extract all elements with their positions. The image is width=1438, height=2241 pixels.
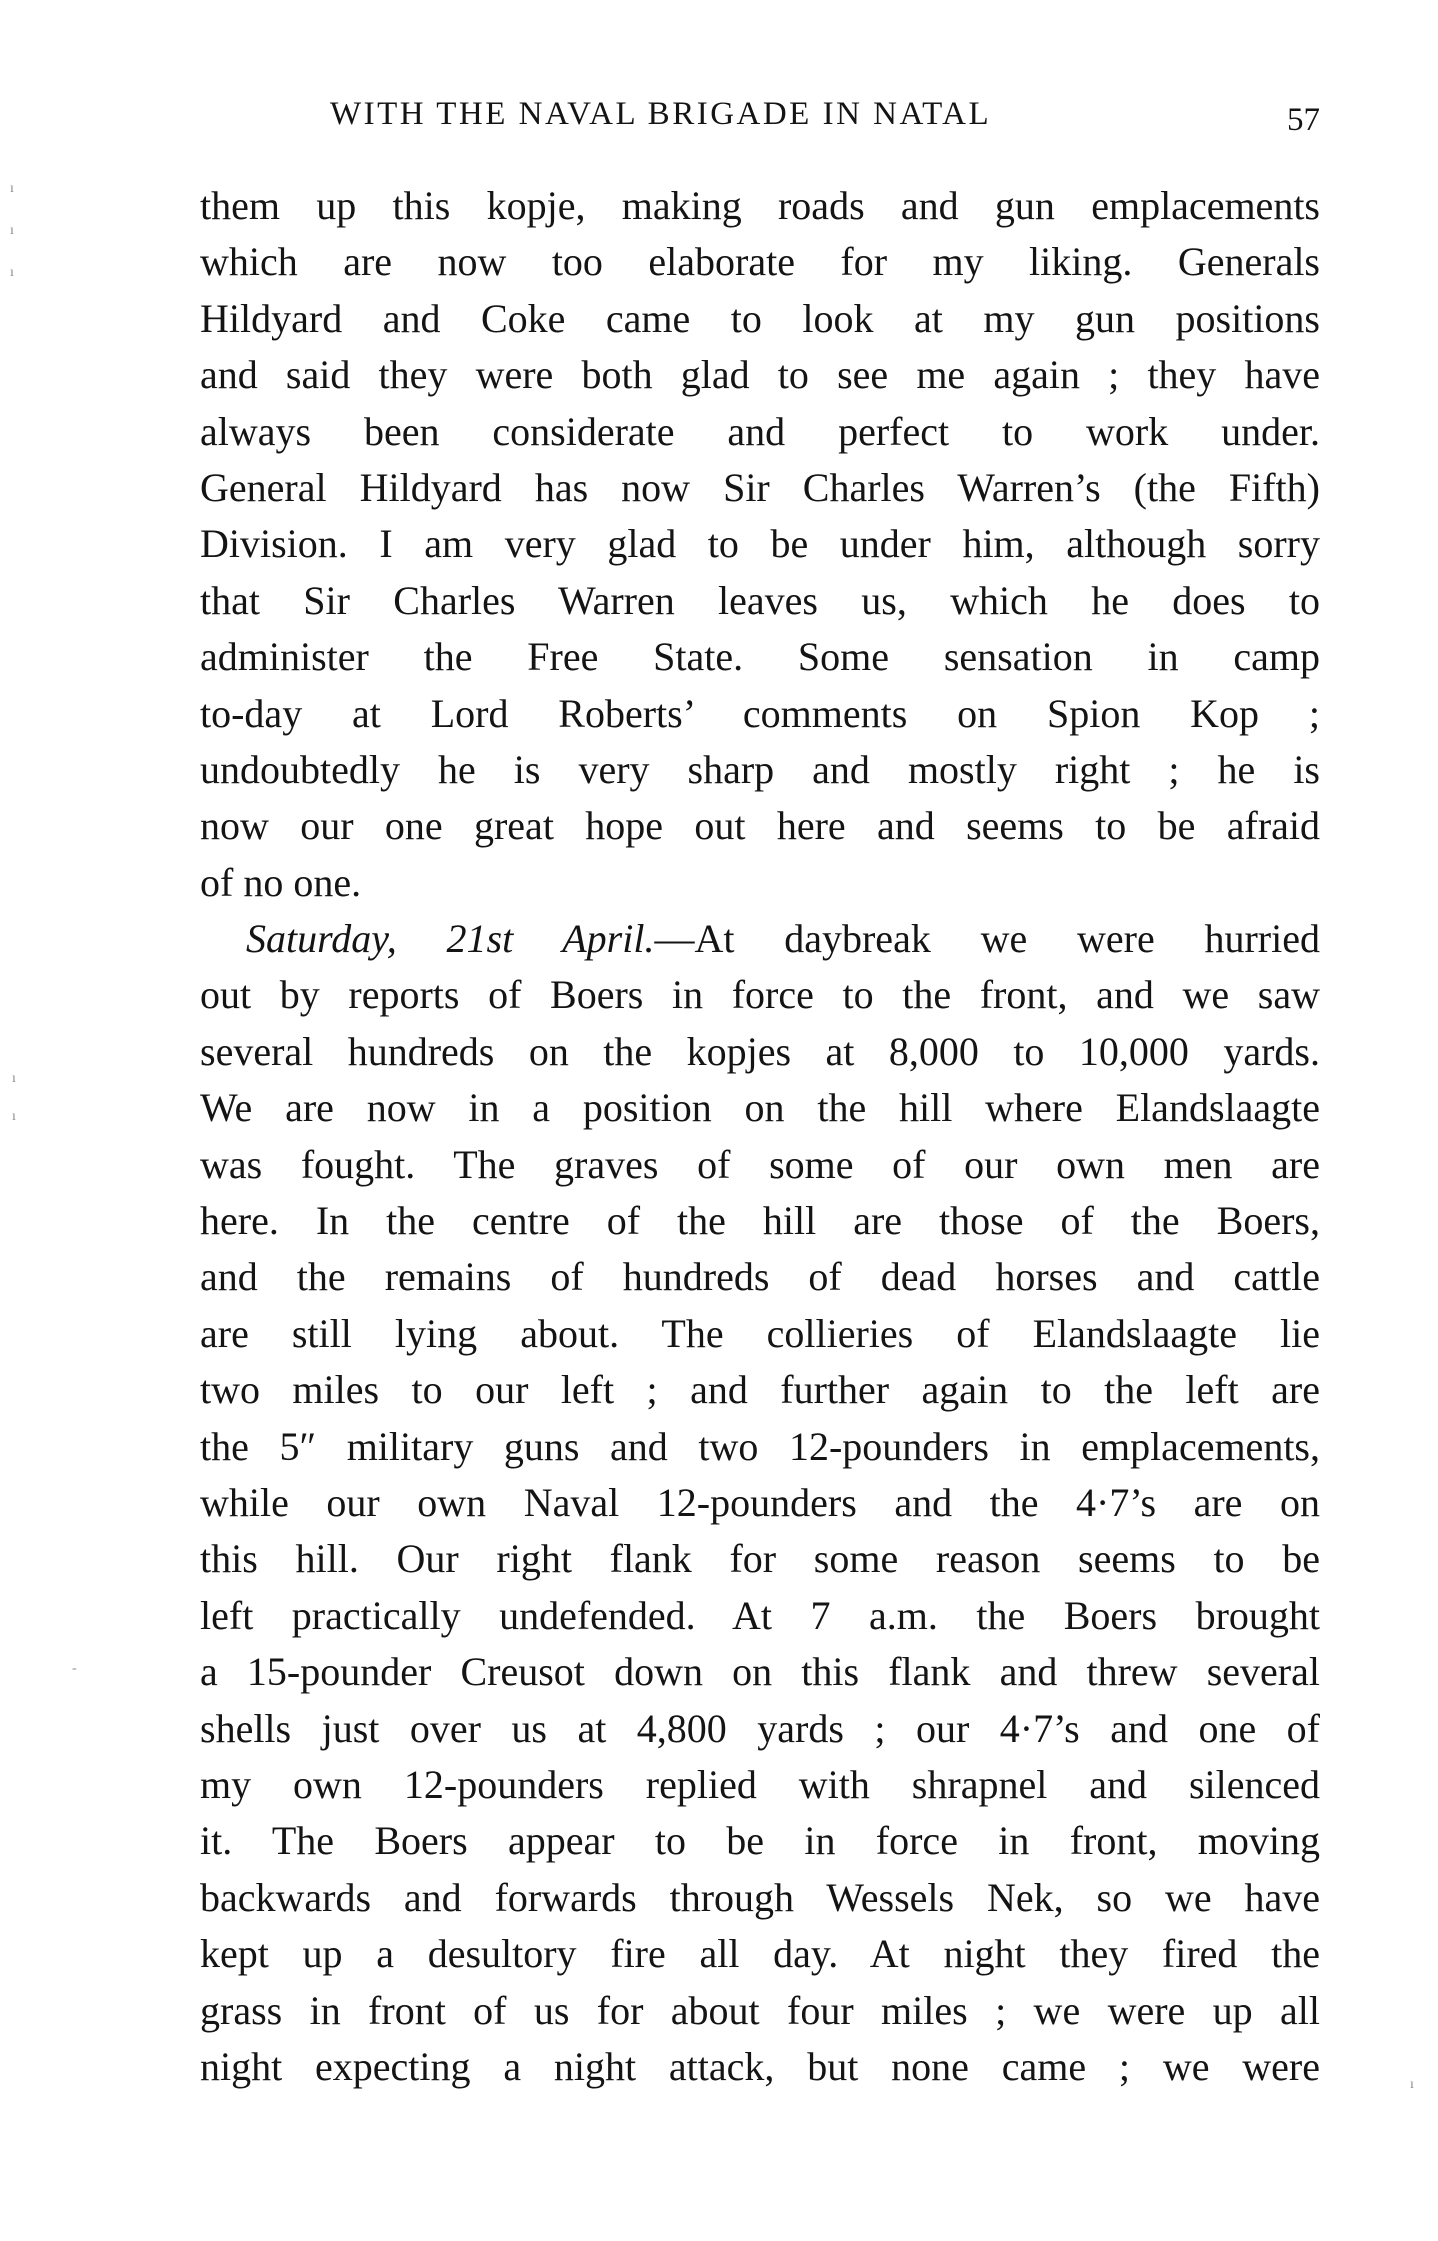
text-line: that Sir Charles Warren leaves us, which he does to <box>200 577 1320 623</box>
scan-speck: ı <box>1410 2077 1414 2092</box>
running-title: WITH THE NAVAL BRIGADE IN NATAL <box>330 96 992 132</box>
text-line: and said they were both glad to see me again ; they have <box>200 352 1320 398</box>
text-line <box>200 911 1320 967</box>
scan-speck: - <box>72 1661 77 1676</box>
text-line: while our own Naval 12-pounders and the 4·7’s are on <box>200 1479 1320 1525</box>
text-line: Hildyard and Coke came to look at my gun positions <box>200 295 1320 341</box>
text-line: several hundreds on the kopjes at 8,000 to 10,000 yards. <box>200 1028 1320 1074</box>
scan-speck: ı <box>12 1071 16 1086</box>
paragraph <box>200 178 1320 911</box>
text-line: was fought. The graves of some of our own men are <box>200 1141 1320 1187</box>
text-line: kept up a desultory fire all day. At night they fired the <box>200 1931 1320 1977</box>
text-line: the 5″ military guns and two 12-pounders in emplacements, <box>200 1423 1320 1469</box>
text-line: to-day at Lord Roberts’ comments on Spion Kop ; <box>200 690 1320 736</box>
text-line: my own 12-pounders replied with shrapnel and silenced <box>200 1761 1320 1807</box>
text-line: which are now too elaborate for my liking. Generals <box>200 239 1320 285</box>
text-line: shells just over us at 4,800 yards ; our 4·7’s and one of <box>200 1705 1320 1751</box>
scan-speck: ı <box>10 265 14 280</box>
text-line: undoubtedly he is very sharp and mostly right ; he is <box>200 746 1320 792</box>
paragraph <box>200 911 1320 2095</box>
scan-speck: ı <box>12 1109 16 1124</box>
text-line: General Hildyard has now Sir Charles Warren’s (the Fifth) <box>200 464 1320 510</box>
text-line: of no one. <box>200 859 362 905</box>
text-line: We are now in a position on the hill where Elandslaagte <box>200 1085 1320 1131</box>
text-line: night expecting a night attack, but none came ; we were <box>200 2043 1320 2089</box>
scan-speck: ı <box>10 181 14 196</box>
text-line: are still lying about. The collieries of Elandslaagte lie <box>200 1310 1320 1356</box>
text-line: left practically undefended. At 7 a.m. the Boers brought <box>200 1592 1320 1638</box>
scan-speck: ı <box>10 223 14 238</box>
body-text <box>200 178 1320 2095</box>
text-line: them up this kopje, making roads and gun emplacements <box>200 183 1320 228</box>
text-line: now our one great hope out here and seems to be afraid <box>200 803 1320 849</box>
text-line: Division. I am very glad to be under him, although sorry <box>200 521 1320 567</box>
text-line: and the remains of hundreds of dead horses and cattle <box>200 1254 1320 1300</box>
text-fragment: —At daybreak we were hurried <box>654 916 1320 962</box>
text-line: two miles to our left ; and further again to the left are <box>200 1367 1320 1413</box>
text-line: this hill. Our right flank for some reason seems to be <box>200 1536 1320 1582</box>
text-line: it. The Boers appear to be in force in front, moving <box>200 1818 1320 1864</box>
text-line: always been considerate and perfect to work under. <box>200 408 1320 454</box>
text-line: a 15-pounder Creusot down on this flank and threw several <box>200 1649 1320 1695</box>
text-line: backwards and forwards through Wessels Nek, so we have <box>200 1874 1320 1920</box>
running-header <box>200 96 1320 146</box>
diary-date: Saturday, 21st April. <box>246 916 655 962</box>
page-number: 57 <box>1287 102 1320 138</box>
text-line: administer the Free State. Some sensation in camp <box>200 634 1320 680</box>
text-line: grass in front of us for about four miles ; we were up all <box>200 1987 1320 2033</box>
text-line: here. In the centre of the hill are those of the Boers, <box>200 1198 1320 1244</box>
text-line: out by reports of Boers in force to the front, and we saw <box>200 972 1320 1018</box>
